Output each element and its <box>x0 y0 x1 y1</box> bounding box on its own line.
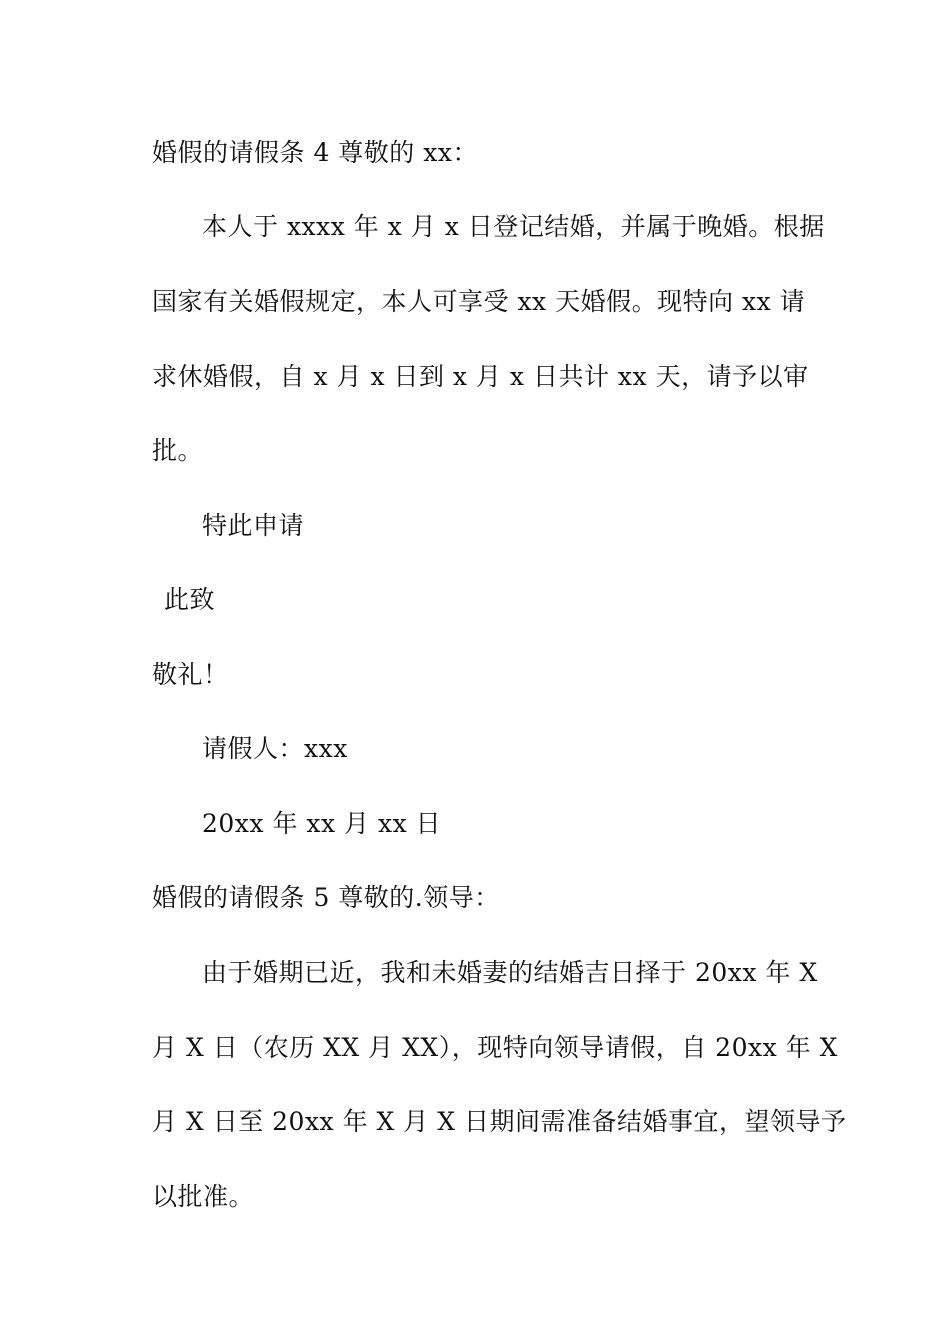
letter4-closing-to: 此致 <box>164 585 216 614</box>
letter4-date: 20xx 年 xx 月 xx 日 <box>202 809 442 838</box>
letter5-heading: 婚假的请假条 5 尊敬的.领导： <box>152 883 500 912</box>
letter4-body-line-3: 求休婚假，自 x 月 x 日到 x 月 x 日共计 xx 天，请予以审 <box>152 362 809 391</box>
letter4-body-line-2: 国家有关婚假规定，本人可享受 xx 天婚假。现特向 xx 请 <box>152 287 806 316</box>
letter5-body-line-4: 以批准。 <box>152 1182 255 1211</box>
letter4-closing-request: 特此申请 <box>202 511 305 540</box>
letter4-salute: 敬礼！ <box>152 660 229 689</box>
letter5-body-line-3: 月 X 日至 20xx 年 X 月 X 日期间需准备结婚事宜，望领导予 <box>152 1107 847 1136</box>
letter4-body-line-4: 批。 <box>152 436 204 465</box>
letter5-body-line-1: 由于婚期已近，我和未婚妻的结婚吉日择于 20xx 年 X <box>202 958 818 987</box>
letter4-body-line-1: 本人于 xxxx 年 x 月 x 日登记结婚，并属于晚婚。根据 <box>202 212 825 241</box>
letter5-body-line-2: 月 X 日（农历 XX 月 XX），现特向领导请假，自 20xx 年 X <box>152 1033 838 1062</box>
letter4-applicant: 请假人：xxx <box>202 734 348 763</box>
letter4-heading: 婚假的请假条 4 尊敬的 xx： <box>152 138 478 167</box>
